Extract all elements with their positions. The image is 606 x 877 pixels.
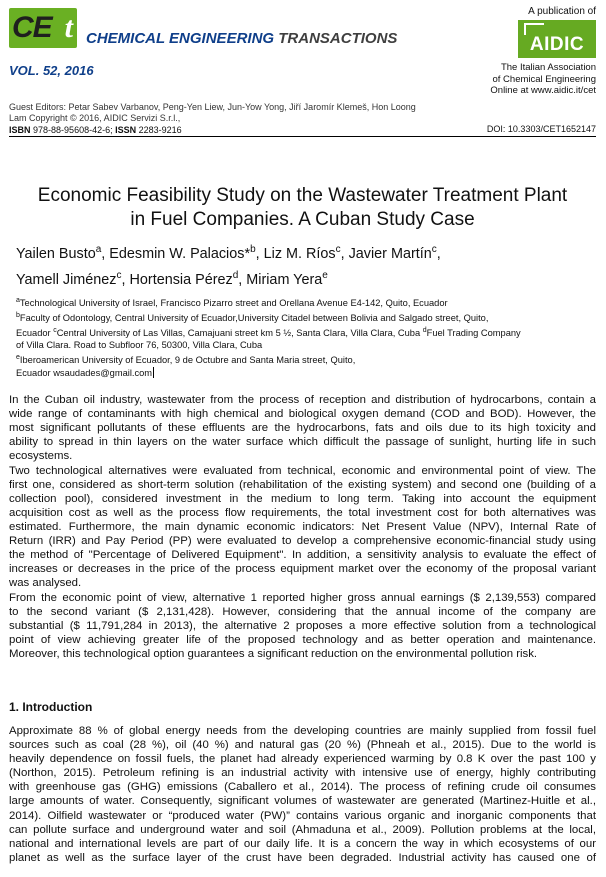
- intro-line: large amounts of water. Consequently, significant volumes of wastewater are generated (Martinez-Huitle et al.,: [9, 795, 596, 808]
- author-separator: ,: [436, 245, 441, 262]
- abstract-line: acquisition cost as well as the process flow requirements, the total investment cost for both alternatives was: [9, 506, 596, 519]
- affil-mark: d: [422, 326, 427, 334]
- affil-mark: e: [16, 354, 20, 362]
- affil-mark: a: [16, 297, 20, 304]
- header-divider: [9, 136, 596, 137]
- affiliation-d-cont: of Villa Clara. Road to Subfloor 76, 50300, Villa Clara, Cuba: [16, 340, 263, 351]
- abstract-line: point of view achieving greater life of the proposed technology and as better operation and maintenance.: [9, 633, 596, 646]
- copyright-line: Lam Copyright © 2016, AIDIC Servizi S.r.l.,: [9, 113, 181, 123]
- text-cursor: [153, 367, 154, 378]
- abstract-line: the method of "Percentage of Delivered Equipment". In addition, a sensitivity analysis to evaluate the effect of: [9, 549, 596, 562]
- author-line: [16, 265, 596, 291]
- doi: DOI: 10.3303/CET1652147: [486, 124, 596, 134]
- association-line: The Italian Association: [500, 62, 596, 73]
- affil-text: Fuel Trading Company: [426, 327, 521, 338]
- affiliation-c-d: [16, 325, 596, 340]
- author-affil-mark: a: [95, 244, 102, 255]
- author-affil-mark: d: [232, 269, 239, 281]
- association-line: of Chemical Engineering: [492, 73, 596, 85]
- abstract-line: increases or decreases in the price of the process equipment market over the economy of the proposal variant: [9, 563, 596, 576]
- paper-title-line: Economic Feasibility Study on the Wastewater Treatment Plant: [37, 185, 568, 206]
- abstract-paragraph-1: [9, 393, 596, 463]
- intro-line: heavily dependence on fossil fuels, the planet had already experienced warming by 0.8 K over the past 100 y: [9, 753, 596, 766]
- intro-line: planet as well as the surface layer of the crust have been degraded. Industrial activity has caused one of: [9, 851, 596, 864]
- issn-value: 2283-9216: [138, 125, 182, 135]
- abstract-line: was analysed.: [9, 577, 82, 590]
- intro-line: (Northon, 2015). Petroleum refining is an industrial activity with intensive use of energy, highly contributing: [9, 767, 596, 780]
- logo-ce-text: CE: [12, 11, 52, 44]
- aidic-logo: [518, 20, 596, 58]
- abstract-line: most significant pollutants of these effluents are the hydrocarbons, fats and oils due to its high toxicity and: [9, 422, 596, 435]
- abstract-line: to the second variant ($ 2,131,428). However, considering that the annual income of the company are: [9, 605, 596, 618]
- abstract-line: In the Cuban oil industry, wastewater from the process of reception and distribution of hydrocarbons, contain a: [9, 394, 596, 406]
- affil-text: Iberoamerican University of Ecuador, 9 de Octubre and Santa Maria street, Quito,: [19, 355, 356, 366]
- intro-line: 2014). Oilfield wastewater or “produced water (PW)” contains various organic and inorganic components that: [9, 809, 596, 822]
- affiliation-a: [16, 295, 596, 310]
- journal-name-part2: TRANSACTIONS: [278, 30, 398, 47]
- guest-editors-line: Guest Editors: Petar Sabev Varbanov, Peng-Yen Liew, Jun-Yow Yong, Jiří Jaromír Klemeš, Hon Loong: [9, 102, 416, 112]
- affil-text: Faculty of Odontology, Central University of Ecuador,University Citadel between Bolivia and Salgado street, Quito,: [19, 312, 489, 323]
- abstract-line: first one, considered as short-term solution (rehabilitation of the existing system) and second one (building of a: [9, 478, 596, 491]
- author-list: [16, 239, 596, 291]
- isbn-value: 978-88-95608-42-6;: [33, 125, 113, 135]
- volume-label: VOL. 52, 2016: [9, 63, 94, 78]
- abstract-line: estimated. Furthermore, the main dynamic economic indicators: Net Present Value (NPV), Internal Rate of: [9, 520, 596, 533]
- affil-text: Technological University of Israel, Francisco Pizarro street and Orellana Avenue E4-142, Quito, Ecuador: [19, 298, 448, 309]
- affil-mark: c: [53, 326, 57, 334]
- affil-text: Ecuador wsaudades@gmail.com: [16, 367, 153, 378]
- author-affil-mark: c: [431, 244, 437, 255]
- intro-line: Approximate 88 % of global energy needs from the developing countries are mainly supplied from fossil fuel: [9, 725, 596, 737]
- abstract-line: Two technological alternatives were evaluated from technical, economic and environmental point of view. The: [9, 464, 596, 477]
- guest-editors: [9, 102, 416, 124]
- abstract-line: substantial ($ 11,791,284 in 2013), the alternative 2 proposes a more effective solution from a technological: [9, 619, 596, 632]
- affil-mark: b: [16, 311, 20, 319]
- journal-name-part1: CHEMICAL ENGINEERING: [86, 30, 279, 47]
- affiliation-e-cont: [16, 367, 596, 380]
- paper-title: [9, 184, 596, 232]
- abstract-line: ecosystems.: [9, 450, 73, 463]
- author-name: , Edesmin W. Palacios*: [101, 245, 251, 262]
- aidic-logo-text: AIDIC: [529, 34, 585, 55]
- author-affil-mark: b: [250, 244, 256, 255]
- author-name: Yamell Jiménez: [16, 271, 117, 288]
- abstract-line: Return (IRR) and Pay Period (PP) were evaluated to develop a comprehensive economic-financial study using: [9, 534, 596, 547]
- author-affil-mark: c: [116, 269, 122, 281]
- intro-line: sources such as coal (28 %), oil (40 %) and natural gas (20 %) (Phneah et al., 2015). Due to the world is: [9, 739, 596, 752]
- affil-text: Central University of Las Villas, Camajuani street km 5 ½, Santa Clara, Villa Clara, Cuba: [56, 327, 423, 338]
- association-line: Online at www.aidic.it/cet: [490, 85, 596, 96]
- affiliation-e: [16, 352, 596, 367]
- affiliation-b: [16, 310, 596, 325]
- introduction-paragraph: [9, 724, 596, 865]
- author-name: Yailen Busto: [16, 245, 96, 262]
- intro-line: with greenhouse gas (GHG) emissions (Caballero et al., 2014). The process of refining crude oil consumes: [9, 781, 596, 794]
- abstract-paragraph-3: [9, 591, 596, 661]
- author-affil-mark: c: [335, 244, 341, 255]
- section-heading-introduction: 1. Introduction: [9, 700, 93, 714]
- paper-title-line: in Fuel Companies. A Cuban Study Case: [130, 209, 475, 230]
- abstract-line: From the economic point of view, alternative 1 reported higher gross annual earnings ($ 2,139,553) compared: [9, 591, 596, 604]
- journal-name: [86, 30, 397, 48]
- abstract-line: ability to spread in thin layers on the water surface which difficult the passage of sunlight, hurting life in such: [9, 436, 596, 449]
- association-info: [470, 62, 596, 97]
- abstract-paragraph-2: [9, 464, 596, 591]
- cet-logo: [9, 8, 77, 48]
- author-line: [16, 239, 596, 265]
- abstract-line: Moreover, this technological option guarantees a significant reduction on the environmental pollution risk.: [9, 647, 538, 660]
- logo-t-text: t: [64, 11, 73, 44]
- intro-line: can pollute surface and underground water and soil (Ahmaduna et al., 2009). Pollution problems at the local,: [9, 823, 596, 836]
- isbn-label: ISBN: [9, 125, 31, 135]
- affiliations: [16, 295, 596, 380]
- abstract-line: collection pool), considered investment in the medium to long term. Taking into account the equipment: [9, 492, 596, 505]
- author-name: , Hortensia Pérez: [121, 271, 233, 288]
- author-name: , Liz M. Ríos: [255, 245, 336, 262]
- author-affil-mark: e: [322, 269, 328, 281]
- intro-line: national and international levels are part of our daily life. It is a concern the way in which ecosystems of our: [9, 837, 596, 850]
- isbn-issn-line: [9, 125, 182, 135]
- author-name: , Javier Martín: [340, 245, 432, 262]
- affil-text: Ecuador: [16, 327, 54, 338]
- issn-label: ISSN: [115, 125, 137, 135]
- abstract-line: wide range of contaminants with high chemical and biological oxygen demand (COD and BOD). However, the: [9, 408, 596, 421]
- publication-of-label: A publication of: [528, 6, 596, 17]
- author-name: , Miriam Yera: [238, 271, 323, 288]
